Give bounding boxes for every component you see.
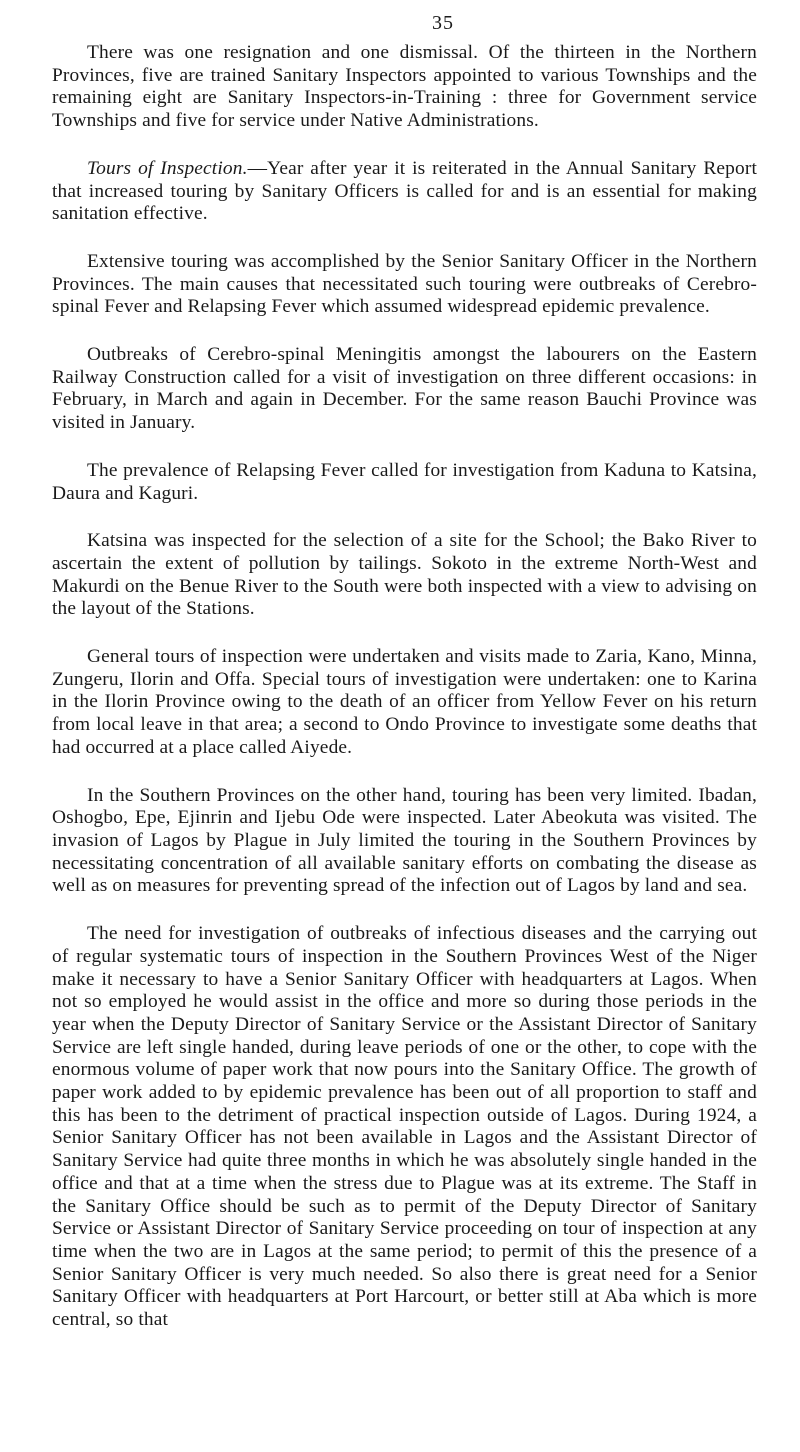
body-text bbox=[52, 42, 757, 1357]
paragraph-staff-needs: The need for investigation of outbreaks of infectious diseases and the carrying out of regular systematic tours of inspection in the Southern Provinces West of the Niger make it necessary to have a Senior Sanitary Officer with headquarters at Lagos. When not so employed he would assist in the office and more so during those periods in the year when the Deputy Director of Sanitary Service or the Assistant Director of Sanitary Service are left single handed, during leave periods of one or the other, to cope with the enormous volume of paper work that now pours into the Sanitary Office. The growth of paper work added to by epidemic prevalence has been out of all proportion to staff and this has been to the detriment of practical inspection outside of Lagos. During 1924, a Senior Sanitary Officer has not been available in Lagos and the Assistant Director of Sanitary Service had quite three months in which he was absolutely single handed in the office and that at a time when the stress due to Plague was at its extreme. The Staff in the Sanitary Office should be such as to permit of the Deputy Director of Sanitary Service or Assistant Director of Sanitary Service proceeding on tour of inspection at any time when the two are in Lagos at the same period; to permit of this the presence of a Senior Sanitary Officer is very much needed. So also there is great need for a Senior Sanitary Officer with headquarters at Port Harcourt, or better still at Aba which is more central, so that bbox=[52, 923, 757, 1331]
paragraph-katsina: Katsina was inspected for the selection of a site for the School; the Bako River to ascertain the extent of pollution by tailings. Sokoto in the extreme North-West and Makurdi on the Benue River to the South were both inspected with a view to advising on the layout of the Stations. bbox=[52, 530, 757, 620]
paragraph-staff: There was one resignation and one dismissal. Of the thirteen in the Northern Provinces, five are trained Sanitary Inspectors appointed to various Townships and the remaining eight are Sanitary Inspectors-in-Training : three for Government service Townships and five for service under Native Administrations. bbox=[52, 42, 757, 132]
paragraph-text: —Year after year it is reiterated in the Annual Sanitary Report that increased touring by Sanitary Officers is called for and is an essential for making sanitation effective. bbox=[52, 157, 758, 225]
paragraph-tours-of-inspection bbox=[52, 158, 757, 226]
paragraph-general-tours: General tours of inspection were undertaken and visits made to Zaria, Kano, Minna, Zungeru, Ilorin and Offa. Special tours of investigation were undertaken: one to Karina in the Ilorin Province owing to the death of an officer from Yellow Fever on his return from local leave in that area; a second to Ondo Province to investigate some deaths that had occurred at a place called Aiyede. bbox=[52, 646, 757, 758]
paragraph-southern-provinces: In the Southern Provinces on the other hand, touring has been very limited. Ibadan, Oshogbo, Epe, Ejinrin and Ijebu Ode were inspected. Later Abeokuta was visited. The invasion of Lagos by Plague in July limited the touring in the Southern Provinces by necessitating concentration of all available sanitary efforts on combating the disease as well as on measures for preventing spread of the infection out of Lagos by land and sea. bbox=[52, 784, 757, 897]
paragraph-relapsing-fever: The prevalence of Relapsing Fever called for investigation from Kaduna to Katsina, Daura and Kaguri. bbox=[52, 459, 757, 504]
page-number: 35 bbox=[432, 12, 454, 34]
section-heading: Tours of Inspection. bbox=[87, 157, 248, 179]
paragraph-cerebro-spinal: Outbreaks of Cerebro-spinal Meningitis amongst the labourers on the Eastern Railway Construction called for a visit of investigation on three different occasions: in February, in March and again in December. For the same reason Bauchi Province was visited in January. bbox=[52, 344, 757, 434]
paragraph-extensive-touring: Extensive touring was accomplished by the Senior Sanitary Officer in the Northern Provinces. The main causes that necessitated such touring were outbreaks of Cerebro-spinal Fever and Relapsing Fever which assumed widespread epidemic prevalence. bbox=[52, 250, 757, 318]
